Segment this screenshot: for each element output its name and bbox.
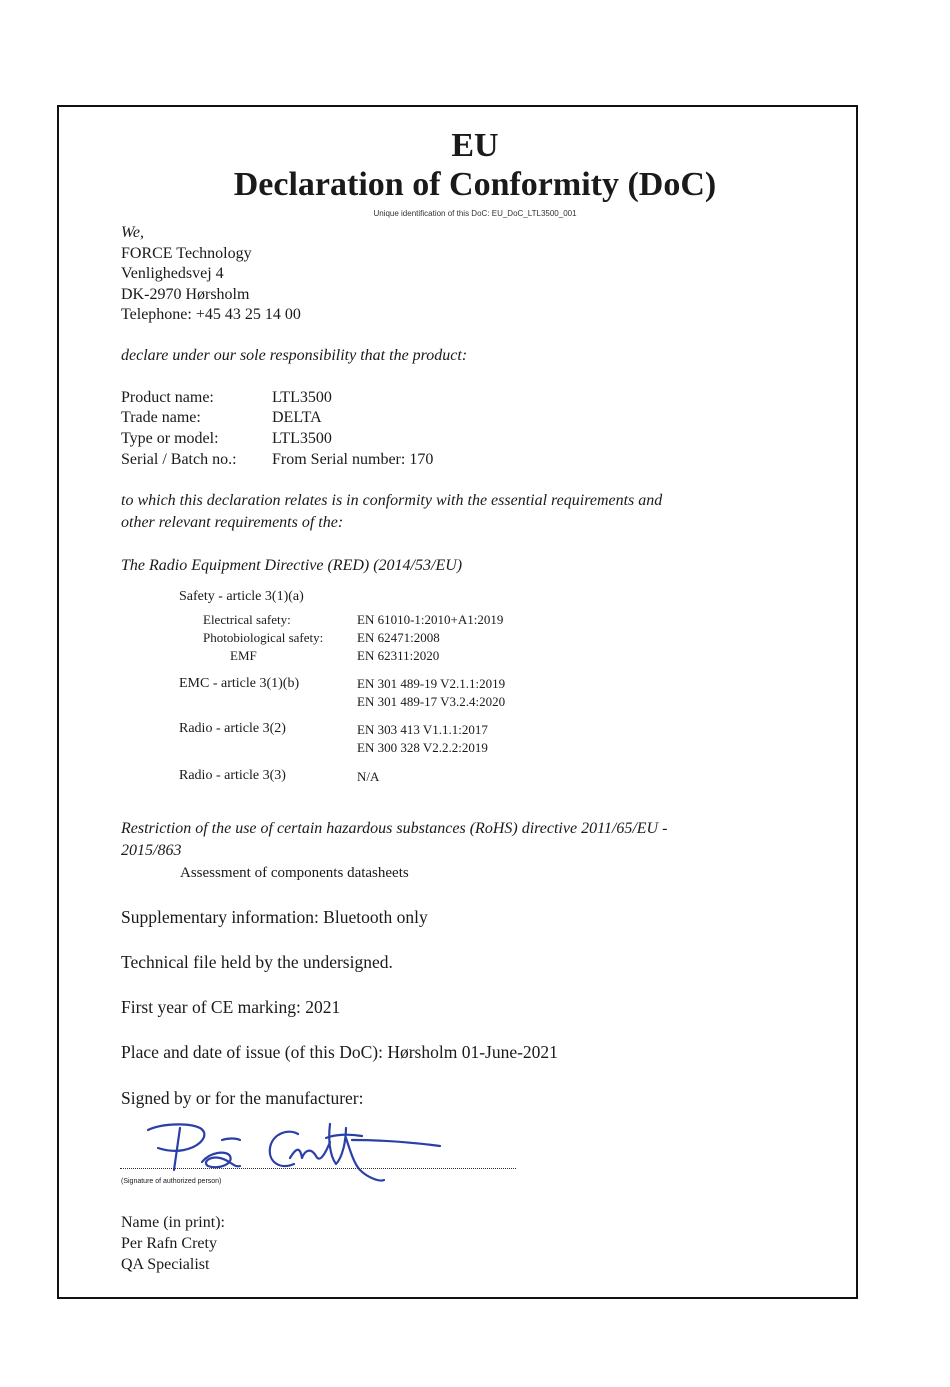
rohs-assessment: Assessment of components datasheets [180,865,409,881]
product-label-1: Product name: [121,389,214,406]
rohs-line-2: 2015/863 [121,842,182,859]
emc-value-2: EN 301 489-17 V3.2.4:2020 [357,694,506,709]
declare-statement: declare under our sole responsibility that the product: [121,347,468,364]
signature-caption: (Signature of authorized person) [121,1178,222,1185]
radio-33-value: N/A [357,769,380,784]
electrical-safety-label: Electrical safety: [203,612,291,627]
street-address: Venlighedsvej 4 [121,265,224,282]
radio-32-value-1: EN 303 413 V1.1.1:2017 [357,722,488,737]
safety-article-label: Safety - article 3(1)(a) [179,589,304,604]
company-name: FORCE Technology [121,244,252,262]
product-value-4: From Serial number: 170 [272,451,434,468]
name-in-print-label: Name (in print): [121,1214,225,1231]
technical-file: Technical file held by the undersigned. [121,952,393,972]
electrical-safety-value: EN 61010-1:2010+A1:2019 [357,612,504,627]
radio-article-33-label: Radio - article 3(3) [179,768,286,783]
emc-value-1: EN 301 489-19 V2.1.1:2019 [357,676,506,691]
conformity-line-1: to which this declaration relates is in conformity with the essential requirements and [121,492,663,509]
product-label-3: Type or model: [121,430,219,447]
declarant-address [121,223,301,326]
we-label: We, [121,224,144,241]
telephone: Telephone: +45 43 25 14 00 [121,306,301,323]
signer-title: QA Specialist [121,1256,210,1273]
city-address: DK-2970 Hørsholm [121,285,250,303]
product-value-3: LTL3500 [272,430,332,447]
signature-dotted-line [120,1168,516,1169]
signed-by-label: Signed by or for the manufacturer: [121,1088,364,1108]
rohs-line-1: Restriction of the use of certain hazardous substances (RoHS) directive 2011/65/EU - [121,820,668,837]
product-label-4: Serial / Batch no.: [121,451,237,468]
first-year-ce-marking: First year of CE marking: 2021 [121,997,341,1017]
handwritten-signature [140,1112,450,1184]
conformity-line-2: other relevant requirements of the: [121,514,344,531]
photobiological-safety-label: Photobiological safety: [203,630,324,645]
supplementary-information: Supplementary information: Bluetooth only [121,907,428,927]
title-eu: EU [451,127,499,164]
product-value-2: DELTA [272,409,322,426]
signer-name: Per Rafn Crety [121,1235,217,1252]
product-label-2: Trade name: [121,409,201,426]
emf-label: EMF [230,648,257,663]
emc-article-label: EMC - article 3(1)(b) [179,676,300,691]
photobiological-safety-value: EN 62471:2008 [357,630,440,645]
radio-article-32-label: Radio - article 3(2) [179,721,286,736]
red-directive-title: The Radio Equipment Directive (RED) (2014/53/EU) [121,557,463,574]
radio-32-value-2: EN 300 328 V2.2.2:2019 [357,740,488,755]
place-and-date: Place and date of issue (of this DoC): Hørsholm 01-June-2021 [121,1042,558,1062]
product-value-1: LTL3500 [272,389,332,406]
emf-value: EN 62311:2020 [357,648,440,663]
unique-identification: Unique identification of this DoC: EU_DoC_LTL3500_001 [373,209,577,218]
title-declaration: Declaration of Conformity (DoC) [233,166,717,203]
